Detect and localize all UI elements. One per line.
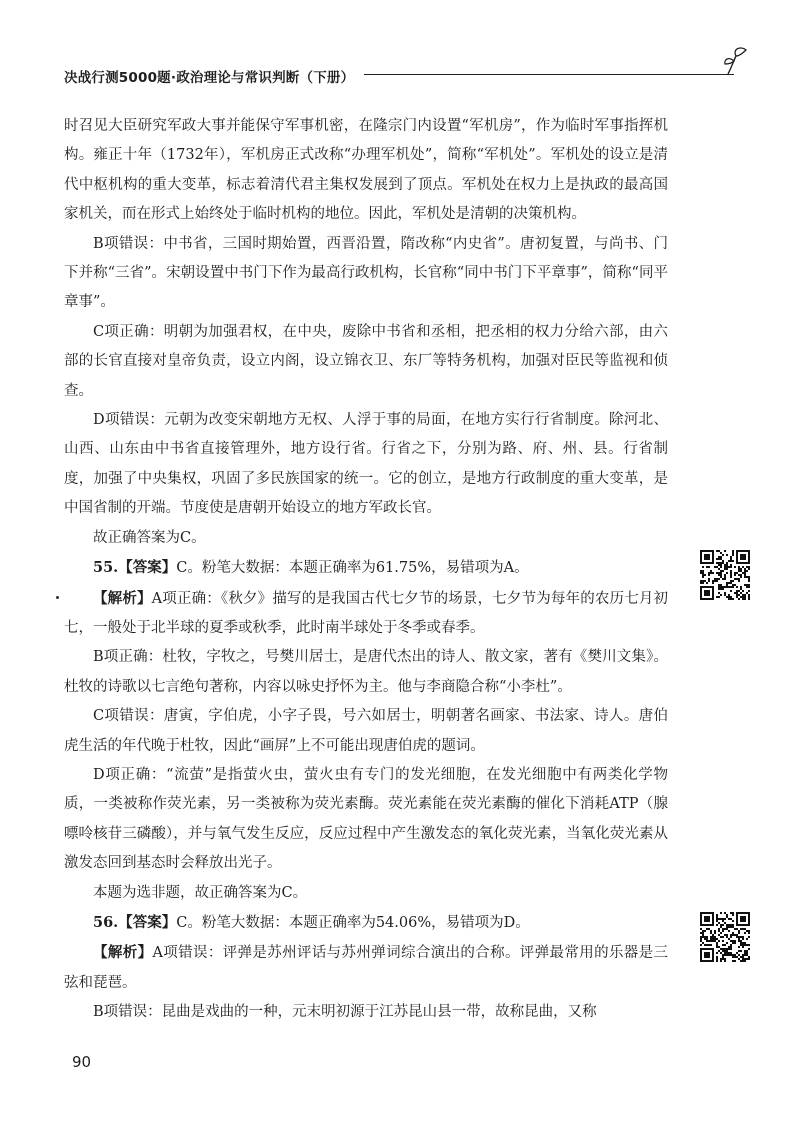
paragraph [64,879,668,908]
answer-label: 55.【答案】 [93,559,177,577]
paragraph-text: 时召见大臣研究军政大事并能保守军事机密，在隆宗门内设置“军机房”，作为临时军事指挥机构。雍正十年（1732年），军机房正式改称“办理军机处”，简称“军机处”。军机处的设立是清代中枢机构的重大变革，标志着清代君主集权发展到了顶点。军机处在权力上是执政的最高国家机关，而在形式上始终处于临时机构的地位。因此，军机处是清朝的决策机构。 [64,118,668,223]
paragraph-text: B项正确：杜牧，字牧之，号樊川居士，是唐代杰出的诗人、散文家，著有《樊川文集》。杜牧的诗歌以七言绝句著称，内容以咏史抒怀为主。他与李商隐合称“小李杜”。 [64,649,668,695]
body-text [64,112,668,1028]
paragraph [64,702,668,761]
running-header [64,62,754,92]
qr-code-icon[interactable] [700,912,750,962]
paragraph-text: A项正确：《秋夕》描写的是我国古代七夕节的场景，七夕节为每年的农历七月初七，一般处于北半球的夏季或秋季，此时南半球处于冬季或春季。 [64,590,669,636]
header-rule [364,74,734,75]
paragraph [64,406,668,524]
paragraph-text: 故正确答案为C。 [93,529,206,546]
paragraph-text: C项错误：唐寅，字伯虎，小字子畏，号六如居士，明朝著名画家、书法家、诗人。唐伯虎生活的年代晚于杜牧，因此“画屏”上不可能出现唐伯虎的题词。 [64,708,668,754]
analysis-label: 【解析】 [93,944,153,962]
paragraph [64,230,668,318]
page-number: 90 [72,1053,92,1071]
paragraph-text: C项正确：明朝为加强君权，在中央，废除中书省和丞相，把丞相的权力分给六部，由六部的长官直接对皇帝负责，设立内阁，设立锦衣卫、东厂等特务机构，加强对臣民等监视和侦查。 [64,323,668,399]
paragraph-text: D项错误：元朝为改变宋朝地方无权、人浮于事的局面，在地方实行行省制度。除河北、山西、山东由中书省直接管理外，地方设行省。行省之下，分别为路、府、州、县。行省制度，加强了中央集权，巩固了多民族国家的统一。它的创立，是地方行政制度的重大变革，是中国省制的开端。节度使是唐朝开始设立的地方军政长官。 [64,412,668,517]
analysis-paragraph [64,938,668,998]
paragraph-text: C。粉笔大数据：本题正确率为54.06%，易错项为D。 [176,914,530,931]
paragraph [64,761,668,879]
qr-code-icon[interactable] [700,550,750,600]
paragraph [64,998,668,1027]
header-title: 决战行测5000题·政治理论与常识判断（下册） [64,70,355,86]
paragraph-text: B项错误：昆曲是戏曲的一种，元末明初源于江苏昆山县一带，故称昆曲，又称 [93,1004,597,1021]
paragraph [64,524,668,553]
margin-mark [56,596,59,599]
paragraph-text: D项正确：“流萤”是指萤火虫，萤火虫有专门的发光细胞，在发光细胞中有两类化学物质，一类被称作荧光素，另一类被称为荧光素酶。荧光素能在荧光素酶的催化下消耗ATP（腺嘌呤核苷三磷酸），并与氧气发生反应，反应过程中产生激发态的氧化荧光素，当氧化荧光素从激发态回到基态时会释放出光子。 [64,766,668,872]
paragraph [64,318,668,406]
answer-label: 56.【答案】 [93,913,177,931]
answer-line-55 [64,553,668,583]
paragraph-text: 本题为选非题，故正确答案为C。 [93,884,308,901]
paragraph-text: B项错误：中书省，三国时期始置，西晋沿置，隋改称“内史省”。唐初复置，与尚书、门下并称“三省”。宋朝设置中书门下作为最高行政机构，长官称“同中书门下平章事”，简称“同平章事”。 [64,235,668,311]
paragraph [64,643,668,702]
paragraph-text: A项错误：评弹是苏州评话与苏州弹词综合演出的合称。评弹最常用的乐器是三弦和琵琶。 [64,945,669,991]
analysis-paragraph [64,584,668,644]
paragraph [64,112,668,230]
answer-line-56 [64,908,668,938]
paragraph-text: C。粉笔大数据：本题正确率为61.75%，易错项为A。 [176,560,529,577]
sprout-leaf-icon [722,44,756,78]
analysis-label: 【解析】 [93,589,152,607]
